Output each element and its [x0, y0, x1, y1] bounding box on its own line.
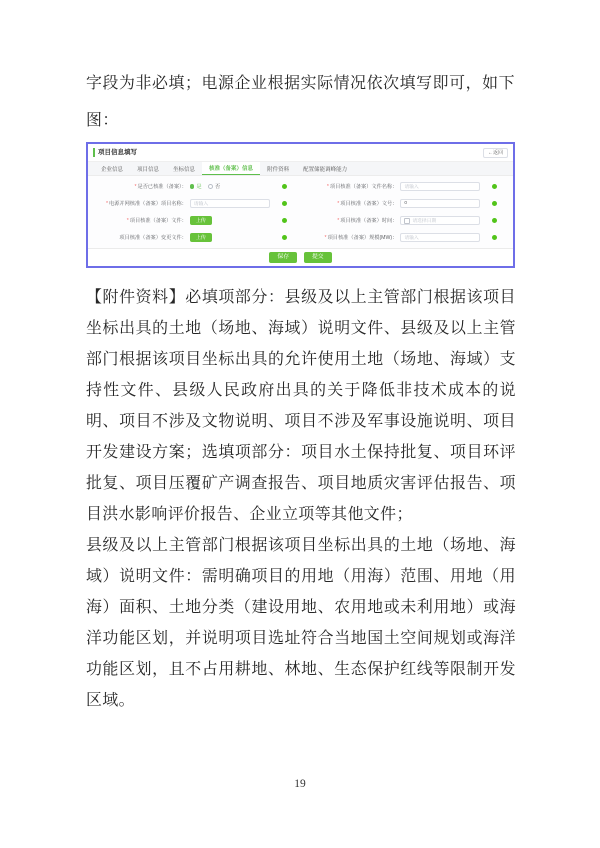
status-check-icon — [492, 184, 497, 189]
screenshot-header — [88, 144, 513, 162]
radio-yes[interactable]: 是 — [190, 183, 202, 190]
back-button[interactable]: ←返回 — [483, 148, 508, 158]
required-mark: * — [326, 184, 329, 190]
save-button[interactable]: 保存 — [269, 252, 297, 263]
radio-group — [190, 183, 220, 190]
required-mark: * — [105, 201, 108, 207]
field-approval-file-name — [301, 181, 512, 192]
required-mark: * — [337, 218, 340, 224]
radio-unselected-icon — [208, 184, 214, 190]
tab-storage-peak-capacity[interactable]: 配置储能调峰能力 — [303, 166, 348, 173]
status-check-icon — [492, 235, 497, 240]
required-mark: * — [134, 184, 137, 190]
radio-selected-icon — [190, 184, 195, 189]
field-grid-project-name — [90, 198, 301, 209]
tab-coordinate-info[interactable]: 坐标信息 — [173, 166, 196, 173]
status-check-icon — [492, 218, 497, 223]
radio-no[interactable]: 否 — [208, 183, 221, 190]
status-check-icon — [282, 184, 287, 189]
approval-form — [88, 176, 513, 248]
field-label: *项目核准（备案）文件名称： — [326, 184, 398, 190]
field-label: *是否已核准（备案）： — [134, 184, 187, 190]
required-mark: * — [324, 235, 327, 241]
approval-date-input[interactable]: 请选择日期 — [400, 216, 480, 225]
field-label: *电源并网核准（备案）项目名称： — [105, 201, 187, 207]
embedded-screenshot — [86, 142, 515, 268]
field-label: *项目核准（备案）规模(MW)： — [324, 235, 398, 241]
status-check-icon — [282, 218, 287, 223]
grid-project-name-input[interactable]: 请输入 — [190, 199, 270, 208]
tab-attachment-materials[interactable]: 附件资料 — [267, 166, 290, 173]
attachment-requirements-paragraph: 【附件资料】必填项部分：县级及以上主管部门根据该项目坐标出具的土地（场地、海域）说明文件、县级及以上主管部门根据该项目坐标出具的允许使用土地（场地、海域）支持性文件、县级人民政府出具的关于降低非技术成本的说明、项目不涉及文物说明、项目不涉及军事设施说明、项目开发建设方案；选填项部分：项目水土保持批复、项目环评批复、项目压覆矿产调查报告、项目地质灾害评估报告、项目洪水影响评价报告、企业立项等其他文件； — [86, 289, 516, 523]
status-check-icon — [282, 235, 287, 240]
upload-button[interactable]: 上传 — [190, 233, 212, 242]
upload-button[interactable]: 上传 — [190, 216, 212, 225]
tab-enterprise-info[interactable]: 企业信息 — [101, 166, 124, 173]
tab-bar — [88, 162, 513, 176]
field-approval-date — [301, 215, 512, 226]
field-approval-doc-number — [301, 198, 512, 209]
form-footer — [88, 248, 513, 266]
required-mark: * — [126, 218, 129, 224]
required-mark: * — [337, 201, 340, 207]
field-approval-scale-mw — [301, 232, 512, 243]
approval-file-name-input[interactable]: 请输入 — [400, 182, 480, 191]
field-label: *项目核准（备案）文件： — [126, 218, 187, 224]
calendar-icon — [404, 218, 410, 224]
field-label: 项目核准（备案）变更文件： — [119, 235, 187, 241]
page-number: 19 — [294, 778, 306, 790]
field-label: *项目核准（备案）时间： — [337, 218, 398, 224]
tab-project-info[interactable]: 项目信息 — [137, 166, 160, 173]
field-label: *项目核准（备案）文号： — [337, 201, 398, 207]
intro-paragraph: 字段为非必填；电源企业根据实际情况依次填写即可，如下图： — [86, 75, 515, 129]
approval-scale-input[interactable]: 请输入 — [400, 233, 480, 242]
field-is-approved — [90, 181, 301, 192]
land-document-explanation-paragraph: 县级及以上主管部门根据该项目坐标出具的土地（场地、海域）说明文件：需明确项目的用地（用海）范围、用地（用海）面积、土地分类（建设用地、农用地或未利用地）或海洋功能区划，并说明项目选址符合当地国土空间规划或海洋功能区划，且不占用耕地、林地、生态保护红线等限制开发区域。 — [86, 537, 516, 709]
approval-doc-number-input[interactable]: 0 — [400, 199, 480, 208]
submit-button[interactable]: 提交 — [304, 252, 332, 263]
field-approval-change-file-upload — [90, 232, 301, 243]
field-approval-file-upload — [90, 215, 301, 226]
status-check-icon — [282, 201, 287, 206]
status-check-icon — [492, 201, 497, 206]
form-page-title: 项目信息填写 — [93, 148, 137, 157]
tab-approval-filing-info[interactable]: 核准（备案）信息 — [202, 162, 260, 175]
